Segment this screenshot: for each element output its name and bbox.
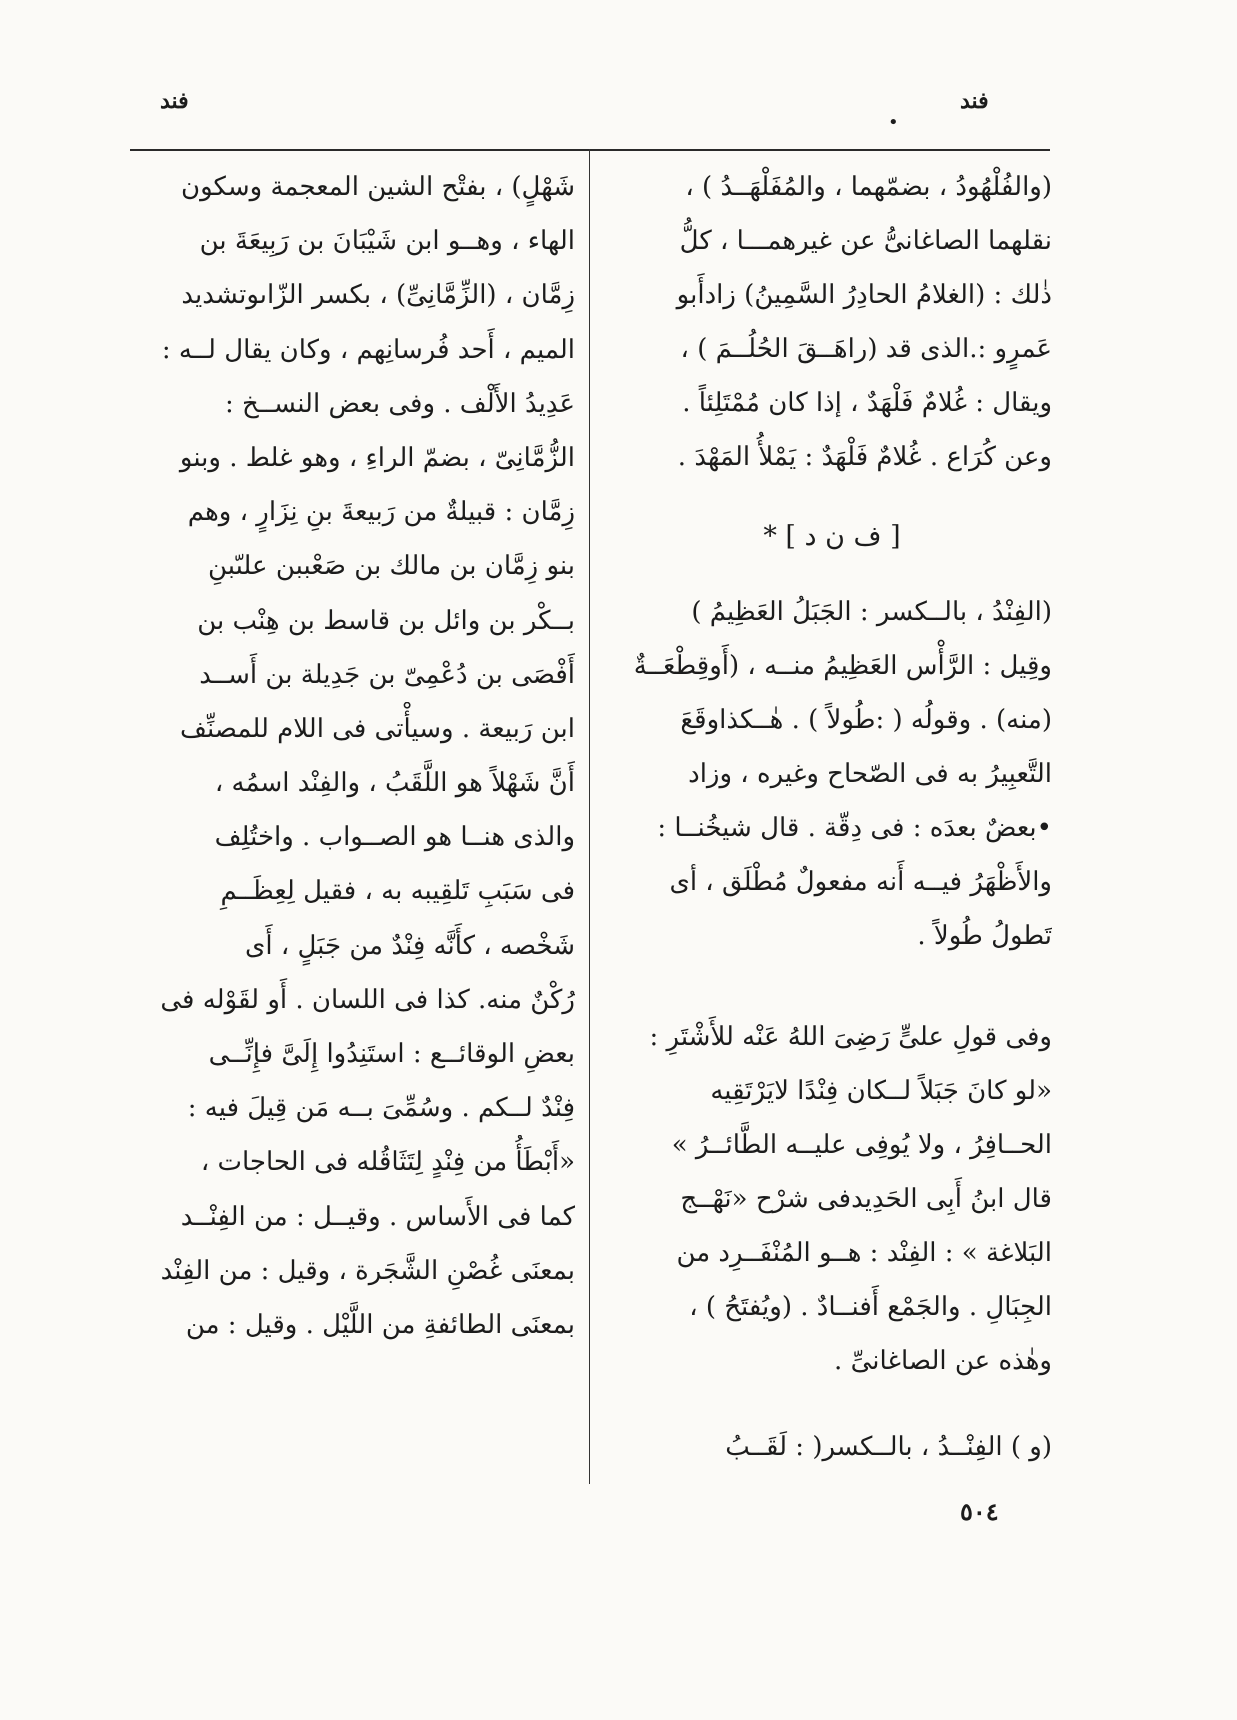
text-line: •بعضٌ بعدَه : فى دِقّة . قال شيخُنــا :: [657, 813, 1052, 843]
text-line: بعضِ الوقائــع : استَنِدُوا إِلَىَّ فإِنِّــى: [208, 1039, 575, 1069]
entry-heading: [ ف ن د ] *: [763, 521, 901, 552]
text-line: أَنَّ شَهْلاً هو اللَّقَبُ ، والفِنْد اسمُه ،: [214, 768, 575, 799]
column-divider: [589, 149, 590, 1484]
text-line: وهٰذه عن الصاغانىِّ .: [834, 1346, 1052, 1376]
text-line: بنو زِمَّان بن مالك بن صَعْببن علىّبنِ: [207, 551, 575, 582]
text-line: (والفُلْهُودُ ، بضمّهما ، والمُفَلْهَــدُ ) ،: [685, 172, 1052, 202]
text-line: (منه) . وقولُه ( :طُولاً ) . هٰــكذاوقَعَ: [680, 705, 1052, 735]
text-line: «لو كانَ جَبَلاً لــكان فِنْدًا لايَرْتَقِيه: [710, 1076, 1052, 1106]
text-line: الميم ، أَحد فُرسانِهم ، وكان يقال لــه :: [161, 334, 575, 365]
text-line: بــكْر بن وائل بن قاسط بن هِنْب بن: [197, 605, 575, 636]
text-line: الزُّمَّانِىّ ، بضمّ الراءِ ، وهو غلط . وبنو: [179, 442, 575, 473]
text-line: كما فى الأَساس . وقيــل : من الفِنْــد: [180, 1201, 575, 1232]
text-line: بمعنَى غُصْنِ الشَّجَرة ، وقيل : من الفِنْد: [160, 1255, 575, 1286]
text-line: والذى هنــا هو الصــواب . واختُلِف: [214, 822, 575, 853]
text-line: وعن كُرَاع . غُلامٌ فَلْهَدٌ : يَمْلأُ المَهْدَ .: [677, 442, 1052, 472]
text-line: فى سَبَبِ تَلقِيبه به ، فقيل لِعِظَــمِ: [220, 876, 575, 907]
text-line: ويقال : غُلامٌ فَلْهَدٌ ، إذا كان مُمْتَلِئاً .: [682, 388, 1052, 418]
text-line: زِمَّان : قبيلةٌ من رَبيعةَ بنِ نِزَارٍ ، وهم: [187, 497, 575, 528]
text-line: شَهْلٍ) ، بفتْح الشين المعجمة وسكون: [180, 172, 575, 202]
text-line: تَطولُ طُولاً .: [917, 921, 1052, 951]
text-line: (الفِنْدُ ، بالــكسر : الجَبَلُ العَظِيمُ ): [691, 597, 1052, 627]
running-header-right: فند: [960, 88, 989, 114]
text-line: ابن رَبيعة . وسيأْتى فى اللام للمصنِّف: [180, 713, 575, 744]
text-line: بمعنَى الطائفةِ من اللَّيْل . وقيل : من: [185, 1309, 575, 1340]
text-line: عَدِيدُ الأَلْف . وفى بعض النســخ :: [224, 388, 575, 419]
text-line: وفى قولِ علىٍّ رَضِىَ اللهُ عَنْه للأَشْتَرِ :: [649, 1022, 1052, 1052]
header-mark: •: [888, 112, 899, 133]
text-line: نقلهما الصاغانىُّ عن غيرهمـــا ، كلُّ: [679, 226, 1052, 256]
right-column-block1: [612, 160, 1052, 484]
right-column-block4: [612, 1420, 1052, 1474]
text-line: البَلاغة » : الفِنْد : هــو المُنْفَــرِد من: [676, 1238, 1052, 1268]
text-line: شَخْصه ، كأَنَّه فِنْدٌ من جَبَلٍ ، أَى: [245, 930, 575, 961]
text-line: وقِيل : الرَّأْس العَظِيمُ منــه ، (أَوقِطْعَــةٌ: [633, 651, 1052, 681]
text-line: فِنْدٌ لــكم . وسُمِّىَ بــه مَن قِيلَ فيه :: [187, 1093, 575, 1124]
text-line: عَمرٍو :.الذى قد (راهَــقَ الحُلُــمَ ) ،: [680, 334, 1052, 364]
text-line: رُكْنٌ منه. كذا فى اللسان . أَو لقَوْله فى: [160, 984, 575, 1015]
running-header-left: فند: [160, 88, 189, 114]
text-line: والأَظْهَرُ فيــه أَنه مفعولٌ مُطْلَق ، أى: [669, 867, 1052, 897]
right-column-block2: [612, 585, 1052, 963]
page-number: ٥٠٤: [960, 1497, 999, 1526]
text-line: زِمَّان ، (الزِّمَّانِىِّ) ، بكسر الزّاىوتشديد: [181, 280, 575, 311]
text-line: ذٰلك : (الغلامُ الحادِرُ السَّمِينُ) زادأَبو: [676, 280, 1052, 310]
text-line: قال ابنُ أَبِى الحَدِيدفى شرْح «نَهْــج: [680, 1184, 1052, 1214]
left-column: [120, 160, 575, 1352]
text-line: (و ) الفِنْــدُ ، بالــكسر( : لَقَــبُ: [725, 1432, 1052, 1462]
text-line: أَفْصَى بن دُعْمِىّ بن جَدِيلة بن أَســد: [199, 659, 575, 690]
header-rule: [130, 149, 1050, 151]
text-line: الهاء ، وهــو ابن شَيْبَانَ بن رَبِيعَةَ بن: [199, 226, 575, 257]
text-line: التَّعبِيرُ به فى الصّحاح وغيره ، وزاد: [688, 759, 1052, 789]
text-line: «أَبْطَأُ من فِنْدٍ لِتَثَاقُله فى الحاجات ،: [200, 1147, 575, 1178]
text-line: الجِبَالِ . والجَمْع أَفنــادٌ . (ويُفتَحُ ) ،: [689, 1292, 1052, 1322]
right-column-block3: [612, 1010, 1052, 1388]
text-line: الحــافِرُ ، ولا يُوفِى عليــه الطَّائــرُ »: [671, 1130, 1052, 1160]
